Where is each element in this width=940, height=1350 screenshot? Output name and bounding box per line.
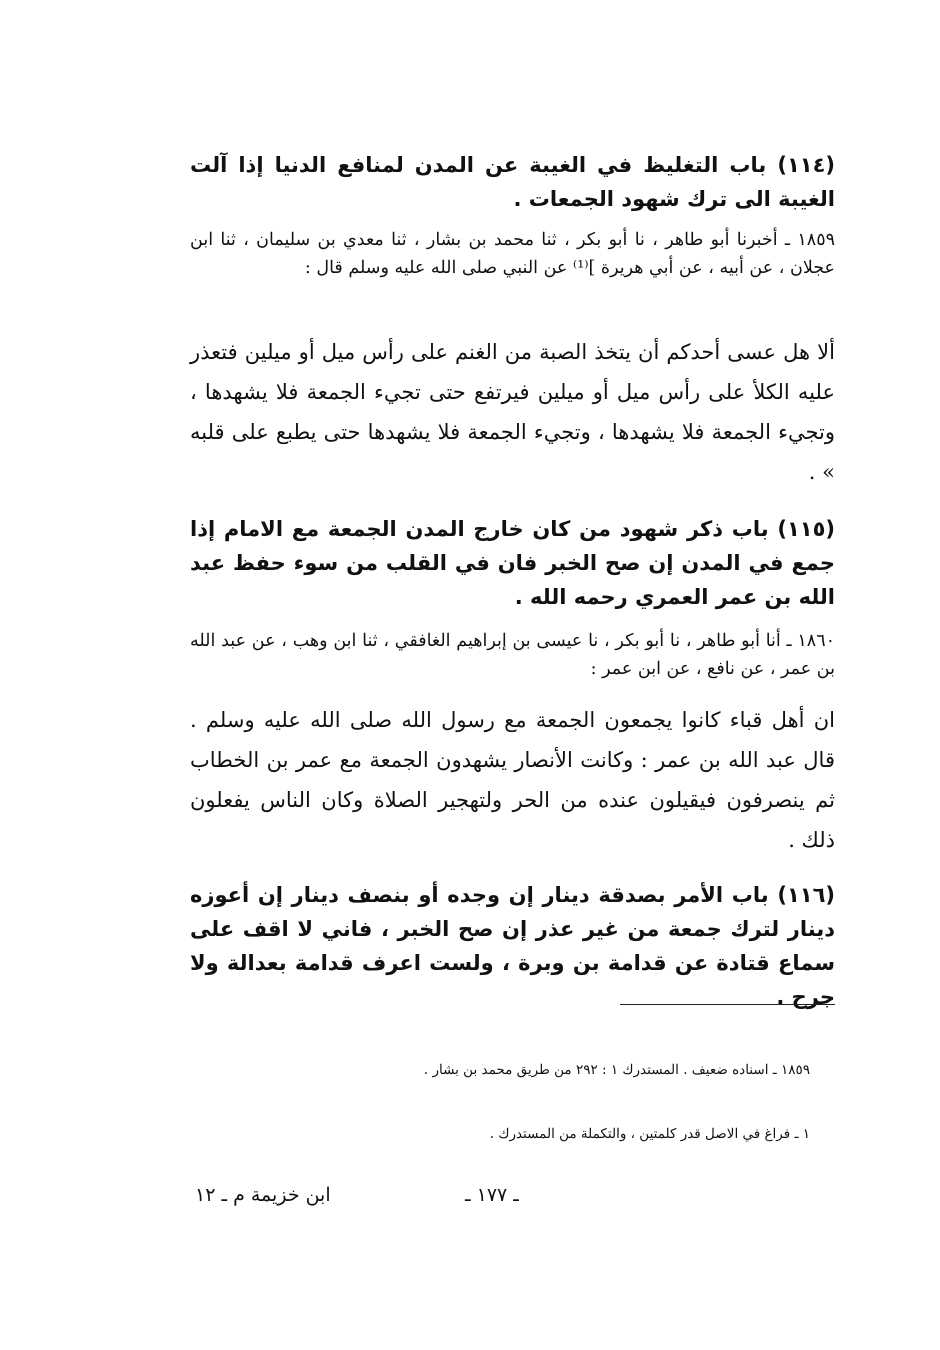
footnote-1: ١ ـ فراغ في الاصل قدر كلمتين ، والتكملة من المستدرك .: [489, 1126, 810, 1142]
page-number: ـ ١٧٧ ـ: [465, 1184, 519, 1206]
hadith-matn-1860: ان أهل قباء كانوا يجمعون الجمعة مع رسول الله صلى الله عليه وسلم . قال عبد الله بن عمر : وكانت الأنصار يشهدون الجمعة مع عمر بن الخطاب ثم ينصرفون فيقيلون عنده من الحر ولتهجير الصلاة وكان الناس يفعلون ذلك .: [190, 708, 835, 852]
hadith-matn-1859: ألا هل عسى أحدكم أن يتخذ الصبة من الغنم على رأس ميل أو ميلين فتعذر عليه الكلأ على رأس ميل أو ميلين فيرتفع حتى تجيء الجمعة فلا يشهدها ، وتجيء الجمعة فلا يشهدها ، وتجيء الجمعة فلا يشهدها حتى يطبع على قلبه » .: [190, 340, 835, 484]
chapter-heading-114: (١١٤) باب التغليظ في الغيبة عن المدن لمنافع الدنيا إذا آلت الغيبة الى ترك شهود الجمعات .: [190, 153, 835, 211]
chapter-heading-116: (١١٦) باب الأمر بصدقة دينار إن وجده أو بنصف دينار إن أعوزه دينار لترك جمعة من غير عذر إن صح الخبر ، فاني لا اقف على سماع قتادة عن قدامة بن وبرة ، ولست اعرف قدامة بعدالة ولا جرح .: [190, 883, 835, 1009]
footnote-separator: [620, 1004, 835, 1005]
book-signature: ابن خزيمة م ـ ١٢: [195, 1184, 331, 1206]
hadith-isnad-1859: ١٨٥٩ ـ أخبرنا أبو طاهر ، نا أبو بكر ، ثنا محمد بن بشار ، ثنا معدي بن سليمان ، ثنا ابن عجلان ، عن أبيه ، عن أبي هريرة ]⁽¹⁾ عن النبي صلى الله عليه وسلم قال :: [190, 230, 835, 278]
hadith-isnad-1860: ١٨٦٠ ـ أنا أبو طاهر ، نا أبو بكر ، نا عيسى بن إبراهيم الغافقي ، ثنا ابن وهب ، عن عبد الله بن عمر ، عن نافع ، عن ابن عمر :: [190, 631, 835, 679]
footnote-1859: ١٨٥٩ ـ اسناده ضعيف . المستدرك ١ : ٢٩٢ من طريق محمد بن بشار .: [423, 1062, 810, 1078]
chapter-heading-115: (١١٥) باب ذكر شهود من كان خارج المدن الجمعة مع الامام إذا جمع في المدن إن صح الخبر فان في القلب من سوء حفظ عبد الله بن عمر العمري رحمه الله .: [190, 517, 835, 609]
page-footer: [195, 1180, 835, 1216]
